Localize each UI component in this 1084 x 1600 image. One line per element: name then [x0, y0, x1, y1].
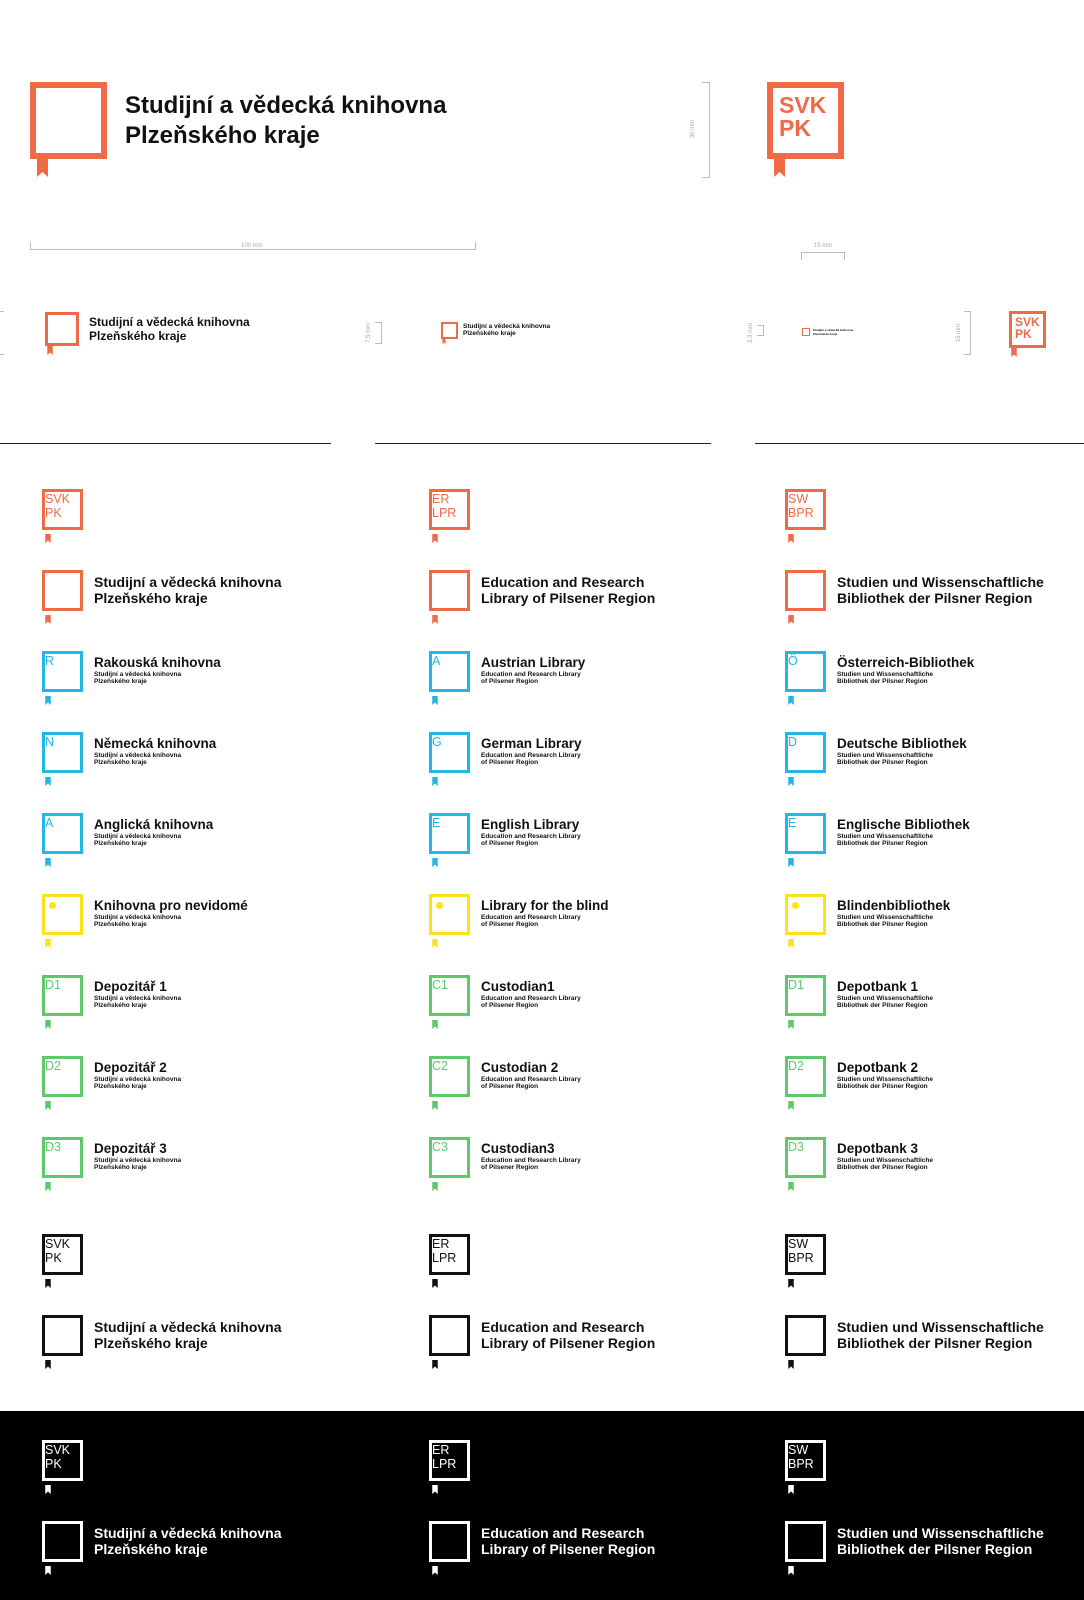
col2-item5-bookmark-icon	[432, 1016, 438, 1034]
col1-item2-logo-code: N	[45, 735, 55, 749]
col1-full-black-bookmark-icon	[45, 1356, 51, 1374]
col3-item7-subtitle-line2: Bibliothek der Pilsner Region	[837, 1164, 928, 1171]
col2-item7-logo-mark	[429, 1137, 470, 1178]
col3-short-white-logo-code: SW BPR	[788, 1443, 814, 1471]
col2-item2-logo-mark	[429, 732, 470, 773]
col2-item2-subtitle-line2: of Pilsener Region	[481, 759, 539, 766]
col1-item4-bookmark-icon	[45, 935, 51, 953]
col2-item2-subtitle-line1: Education and Research Library	[481, 752, 581, 759]
col2-full-logo-mark	[429, 570, 470, 611]
hero-height-dimension-label: 30 mm	[690, 119, 697, 139]
col1-item5-subtitle-line2: Plzeňského kraje	[94, 1002, 147, 1009]
col3-item7-subtitle-line1: Studien und Wissenschaftliche	[837, 1157, 934, 1164]
col1-item5-logo-code: D1	[45, 978, 61, 992]
col2-item5-logo-mark	[429, 975, 470, 1016]
col1-item6-bookmark-icon	[45, 1097, 51, 1115]
col3-item5-title: Depotbank 1	[837, 979, 919, 994]
col3-item3-logo-code: E	[788, 816, 797, 830]
col1-item7-subtitle-line2: Plzeňského kraje	[94, 1164, 147, 1171]
col1-item3-subtitle-line2: Plzeňského kraje	[94, 840, 147, 847]
col1-full-bookmark-icon	[45, 611, 51, 629]
col3-item3-subtitle-line1: Studien und Wissenschaftliche	[837, 833, 934, 840]
col3-short-bookmark-icon	[788, 530, 794, 548]
col2-item6-bookmark-icon	[432, 1097, 438, 1115]
col3-short-black-logo-code: SW BPR	[788, 1237, 814, 1265]
col2-item2-logo-code: G	[432, 735, 442, 749]
col1-item1-title: Rakouská knihovna	[94, 655, 221, 670]
col3-short-logo-mark	[785, 489, 826, 530]
size3-title-line1: Studijní a vědecká knihovna	[813, 328, 854, 332]
col1-item4-dot-icon	[49, 902, 56, 909]
col2-item7-title: Custodian3	[481, 1141, 555, 1156]
col3-item6-subtitle-line2: Bibliothek der Pilsner Region	[837, 1083, 928, 1090]
col1-short-white-logo-code: SVK PK	[45, 1443, 71, 1471]
col3-item1-logo-code: Ö	[788, 654, 798, 668]
col2-item6-logo-code: C2	[432, 1059, 448, 1073]
col2-item4-subtitle-line1: Education and Research Library	[481, 914, 581, 921]
hero-height-dimension-tick-top	[702, 82, 710, 83]
col3-item2-logo-code: D	[788, 735, 798, 749]
col2-item3-title: English Library	[481, 817, 580, 832]
col2-item5-logo-code: C1	[432, 978, 448, 992]
column-divider-2	[375, 443, 711, 444]
col2-item7-subtitle-line2: of Pilsener Region	[481, 1164, 539, 1171]
col1-item7-logo-mark	[42, 1137, 83, 1178]
size2-title-line2: Plzeňského kraje	[463, 330, 516, 337]
col1-full-black-logo-mark	[42, 1315, 83, 1356]
size4-dimension-tick-bottom	[964, 354, 971, 355]
col1-short-white-bookmark-icon	[45, 1481, 51, 1499]
col1-full-title-line1: Studijní a vědecká knihovna	[94, 574, 282, 590]
col1-item3-logo-mark	[42, 813, 83, 854]
col3-full-black-title-line1: Studien und Wissenschaftliche	[837, 1319, 1044, 1335]
hero-short-width-dimension-line	[801, 252, 845, 253]
col3-item6-subtitle-line1: Studien und Wissenschaftliche	[837, 1076, 934, 1083]
col1-item7-logo-code: D3	[45, 1140, 61, 1154]
size2-dimension-tick-top	[375, 322, 382, 323]
col1-item5-subtitle-line1: Studijní a vědecká knihovna	[94, 995, 182, 1002]
col2-item7-logo-code: C3	[432, 1140, 448, 1154]
col3-item1-subtitle-line2: Bibliothek der Pilsner Region	[837, 678, 928, 685]
col3-item4-bookmark-icon	[788, 935, 794, 953]
col1-item5-bookmark-icon	[45, 1016, 51, 1034]
col2-short-logo-mark	[429, 489, 470, 530]
col1-full-title-line2: Plzeňského kraje	[94, 590, 208, 606]
col2-item3-logo-code: E	[432, 816, 441, 830]
col3-short-logo-code: SW BPR	[788, 492, 814, 520]
col1-short-black-bookmark-icon	[45, 1275, 51, 1293]
size4-logo-code: SVK PK	[1015, 315, 1040, 341]
size3-dimension-tick-bottom	[757, 335, 764, 336]
col3-item2-bookmark-icon	[788, 773, 794, 791]
size3-dimension-tick-top	[757, 325, 764, 326]
column-divider-1	[0, 443, 331, 444]
col1-item5-logo-mark	[42, 975, 83, 1016]
col1-full-white-bookmark-icon	[45, 1562, 51, 1580]
col3-item6-title: Depotbank 2	[837, 1060, 919, 1075]
col1-full-white-title-line1: Studijní a vědecká knihovna	[94, 1525, 282, 1541]
col1-item6-subtitle-line1: Studijní a vědecká knihovna	[94, 1076, 182, 1083]
col1-item7-title: Depozitář 3	[94, 1141, 167, 1156]
col3-short-white-bookmark-icon	[788, 1481, 794, 1499]
col1-item7-bookmark-icon	[45, 1178, 51, 1196]
dark-band	[0, 1411, 1084, 1600]
hero-title-line1: Studijní a vědecká knihovna	[125, 92, 447, 119]
column-divider-3	[755, 443, 1084, 444]
col1-item7-subtitle-line1: Studijní a vědecká knihovna	[94, 1157, 182, 1164]
col3-item4-subtitle-line2: Bibliothek der Pilsner Region	[837, 921, 928, 928]
col2-item7-subtitle-line1: Education and Research Library	[481, 1157, 581, 1164]
col2-item4-bookmark-icon	[432, 935, 438, 953]
col2-item3-logo-mark	[429, 813, 470, 854]
size4-dimension-label: 15 mm	[956, 323, 963, 343]
col1-item6-logo-mark	[42, 1056, 83, 1097]
col3-full-white-title-line2: Bibliothek der Pilsner Region	[837, 1541, 1033, 1557]
hero-short-width-dimension-label: 15 mm	[814, 243, 833, 249]
col3-item1-bookmark-icon	[788, 692, 794, 710]
col1-item4-title: Knihovna pro nevidomé	[94, 898, 248, 913]
col1-item2-subtitle-line2: Plzeňského kraje	[94, 759, 147, 766]
col3-item7-bookmark-icon	[788, 1178, 794, 1196]
hero-width-dimension-tick-right	[475, 242, 476, 250]
col1-full-white-logo-mark	[42, 1521, 83, 1562]
col2-short-bookmark-icon	[432, 530, 438, 548]
col3-item4-dot-icon	[792, 902, 799, 909]
col2-item4-subtitle-line2: of Pilsener Region	[481, 921, 539, 928]
col1-item1-logo-code: R	[45, 654, 55, 668]
size4-logo-mark	[1009, 311, 1046, 348]
size4-dimension-line	[970, 311, 971, 355]
col1-item6-logo-code: D2	[45, 1059, 61, 1073]
col3-full-black-logo-mark	[785, 1315, 826, 1356]
size2-bookmark-icon	[442, 339, 446, 344]
col1-item4-subtitle-line2: Plzeňského kraje	[94, 921, 147, 928]
col1-item3-title: Anglická knihovna	[94, 817, 214, 832]
col3-item5-logo-mark	[785, 975, 826, 1016]
col1-item2-title: Německá knihovna	[94, 736, 217, 751]
col1-item1-bookmark-icon	[45, 692, 51, 710]
col2-short-logo-code: ER LPR	[432, 492, 457, 520]
col2-item1-title: Austrian Library	[481, 655, 586, 670]
size1-title-line1: Studijní a vědecká knihovna	[89, 315, 250, 329]
col1-item1-subtitle-line2: Plzeňského kraje	[94, 678, 147, 685]
col1-item2-logo-mark	[42, 732, 83, 773]
col3-item2-subtitle-line2: Bibliothek der Pilsner Region	[837, 759, 928, 766]
col3-full-bookmark-icon	[788, 611, 794, 629]
col3-item1-subtitle-line1: Studien und Wissenschaftliche	[837, 671, 934, 678]
col1-full-white-title-line2: Plzeňského kraje	[94, 1541, 208, 1557]
hero-logo-mark	[30, 82, 107, 159]
col3-full-white-logo-mark	[785, 1521, 826, 1562]
col3-item1-logo-mark	[785, 651, 826, 692]
col2-full-black-title-line1: Education and Research	[481, 1319, 645, 1335]
col2-item2-title: German Library	[481, 736, 582, 751]
col2-short-black-logo-mark	[429, 1234, 470, 1275]
col2-full-black-bookmark-icon	[432, 1356, 438, 1374]
col1-short-logo-mark	[42, 489, 83, 530]
col2-full-white-title-line1: Education and Research	[481, 1525, 645, 1541]
size2-logo-mark	[441, 322, 458, 339]
col1-item2-subtitle-line1: Studijní a vědecká knihovna	[94, 752, 182, 759]
col2-full-white-title-line2: Library of Pilsener Region	[481, 1541, 656, 1557]
col2-item7-bookmark-icon	[432, 1178, 438, 1196]
col2-item5-title: Custodian1	[481, 979, 555, 994]
size-dimension-tick-left-edge-bottom	[0, 354, 4, 355]
size4-bookmark-icon	[1011, 348, 1017, 357]
size2-dimension-line	[381, 322, 382, 344]
size2-dimension-tick-bottom	[375, 343, 382, 344]
col3-item4-title: Blindenbibliothek	[837, 898, 951, 913]
col2-item4-dot-icon	[436, 902, 443, 909]
col2-short-white-logo-code: ER LPR	[432, 1443, 457, 1471]
col3-full-black-title-line2: Bibliothek der Pilsner Region	[837, 1335, 1033, 1351]
col3-item5-bookmark-icon	[788, 1016, 794, 1034]
col3-item7-title: Depotbank 3	[837, 1141, 919, 1156]
col1-item5-title: Depozitář 1	[94, 979, 167, 994]
hero-logo-bookmark-icon	[37, 159, 48, 177]
col3-item6-logo-code: D2	[788, 1059, 804, 1073]
size3-title-line2: Plzeňského kraje	[813, 332, 838, 336]
col3-short-black-bookmark-icon	[788, 1275, 794, 1293]
col3-item6-logo-mark	[785, 1056, 826, 1097]
col3-item3-subtitle-line2: Bibliothek der Pilsner Region	[837, 840, 928, 847]
col2-short-black-logo-code: ER LPR	[432, 1237, 457, 1265]
col3-item7-logo-code: D3	[788, 1140, 804, 1154]
col1-short-white-logo-mark	[42, 1440, 83, 1481]
col1-short-logo-code: SVK PK	[45, 492, 71, 520]
col2-item3-subtitle-line2: of Pilsener Region	[481, 840, 539, 847]
size-dimension-tick-left-edge	[0, 311, 4, 312]
col3-full-white-title-line1: Studien und Wissenschaftliche	[837, 1525, 1044, 1541]
col3-item4-logo-mark	[785, 894, 826, 935]
col3-short-white-logo-mark	[785, 1440, 826, 1481]
col1-full-logo-mark	[42, 570, 83, 611]
col1-item3-subtitle-line1: Studijní a vědecká knihovna	[94, 833, 182, 840]
size2-dimension-label: 7,5 mm	[366, 322, 373, 344]
size1-logo-mark	[45, 312, 79, 346]
size3-logo-mark	[802, 328, 810, 336]
hero-short-logo-mark	[767, 82, 844, 159]
col3-item3-bookmark-icon	[788, 854, 794, 872]
col2-item4-title: Library for the blind	[481, 898, 609, 913]
col3-short-black-logo-mark	[785, 1234, 826, 1275]
col2-item5-subtitle-line1: Education and Research Library	[481, 995, 581, 1002]
col2-full-white-logo-mark	[429, 1521, 470, 1562]
col1-short-black-logo-code: SVK PK	[45, 1237, 71, 1265]
col2-full-title-line2: Library of Pilsener Region	[481, 590, 656, 606]
col3-item4-subtitle-line1: Studien und Wissenschaftliche	[837, 914, 934, 921]
col3-item7-logo-mark	[785, 1137, 826, 1178]
col2-item1-subtitle-line1: Education and Research Library	[481, 671, 581, 678]
col2-full-black-logo-mark	[429, 1315, 470, 1356]
hero-short-width-tick-right	[844, 252, 845, 260]
hero-width-dimension-label: 100 mm	[241, 243, 263, 249]
col2-item1-bookmark-icon	[432, 692, 438, 710]
hero-width-dimension-line	[30, 249, 476, 250]
col2-item5-subtitle-line2: of Pilsener Region	[481, 1002, 539, 1009]
col2-item2-bookmark-icon	[432, 773, 438, 791]
col3-item2-subtitle-line1: Studien und Wissenschaftliche	[837, 752, 934, 759]
size2-title-line1: Studijní a vědecká knihovna	[463, 323, 551, 330]
col2-item6-logo-mark	[429, 1056, 470, 1097]
col3-item3-title: Englische Bibliothek	[837, 817, 970, 832]
col1-item3-logo-code: A	[45, 816, 54, 830]
col3-item5-subtitle-line2: Bibliothek der Pilsner Region	[837, 1002, 928, 1009]
col3-item5-logo-code: D1	[788, 978, 804, 992]
col2-full-white-bookmark-icon	[432, 1562, 438, 1580]
hero-height-dimension-line	[709, 82, 710, 178]
col1-full-black-title-line2: Plzeňského kraje	[94, 1335, 208, 1351]
col2-item3-bookmark-icon	[432, 854, 438, 872]
col1-item3-bookmark-icon	[45, 854, 51, 872]
col2-short-white-logo-mark	[429, 1440, 470, 1481]
col3-full-title-line2: Bibliothek der Pilsner Region	[837, 590, 1033, 606]
col3-full-black-bookmark-icon	[788, 1356, 794, 1374]
hero-short-logo-code: SVK PK	[779, 92, 827, 141]
col2-item3-subtitle-line1: Education and Research Library	[481, 833, 581, 840]
col3-item3-logo-mark	[785, 813, 826, 854]
col1-item1-subtitle-line1: Studijní a vědecká knihovna	[94, 671, 182, 678]
col1-item1-logo-mark	[42, 651, 83, 692]
col2-full-title-line1: Education and Research	[481, 574, 645, 590]
hero-title-line2: Plzeňského kraje	[125, 122, 320, 149]
col3-full-white-bookmark-icon	[788, 1562, 794, 1580]
hero-height-dimension-tick-bottom	[702, 177, 710, 178]
col1-full-black-title-line1: Studijní a vědecká knihovna	[94, 1319, 282, 1335]
col2-short-white-bookmark-icon	[432, 1481, 438, 1499]
size1-bookmark-icon	[47, 346, 53, 355]
col1-item6-subtitle-line2: Plzeňského kraje	[94, 1083, 147, 1090]
col1-item4-logo-mark	[42, 894, 83, 935]
col3-item2-title: Deutsche Bibliothek	[837, 736, 967, 751]
size3-dimension-label: 3,3 mm	[748, 322, 755, 344]
col3-full-title-line1: Studien und Wissenschaftliche	[837, 574, 1044, 590]
col2-item4-logo-mark	[429, 894, 470, 935]
col3-item6-bookmark-icon	[788, 1097, 794, 1115]
hero-width-dimension-tick-left	[30, 242, 31, 250]
col2-item6-title: Custodian 2	[481, 1060, 559, 1075]
col1-short-black-logo-mark	[42, 1234, 83, 1275]
col2-full-bookmark-icon	[432, 611, 438, 629]
col3-item5-subtitle-line1: Studien und Wissenschaftliche	[837, 995, 934, 1002]
col1-item4-subtitle-line1: Studijní a vědecká knihovna	[94, 914, 182, 921]
col2-item6-subtitle-line1: Education and Research Library	[481, 1076, 581, 1083]
col2-item1-logo-mark	[429, 651, 470, 692]
col1-item6-title: Depozitář 2	[94, 1060, 167, 1075]
col2-full-black-title-line2: Library of Pilsener Region	[481, 1335, 656, 1351]
size1-title-line2: Plzeňského kraje	[89, 329, 187, 343]
hero-short-width-tick-left	[801, 252, 802, 260]
col2-item6-subtitle-line2: of Pilsener Region	[481, 1083, 539, 1090]
col3-item1-title: Österreich-Bibliothek	[837, 655, 975, 670]
col1-short-bookmark-icon	[45, 530, 51, 548]
col3-full-logo-mark	[785, 570, 826, 611]
col2-item1-logo-code: A	[432, 654, 441, 668]
col2-item1-subtitle-line2: of Pilsener Region	[481, 678, 539, 685]
size4-dimension-tick-top	[964, 311, 971, 312]
hero-short-logo-bookmark-icon	[774, 159, 785, 177]
col1-item2-bookmark-icon	[45, 773, 51, 791]
col3-item2-logo-mark	[785, 732, 826, 773]
col2-short-black-bookmark-icon	[432, 1275, 438, 1293]
